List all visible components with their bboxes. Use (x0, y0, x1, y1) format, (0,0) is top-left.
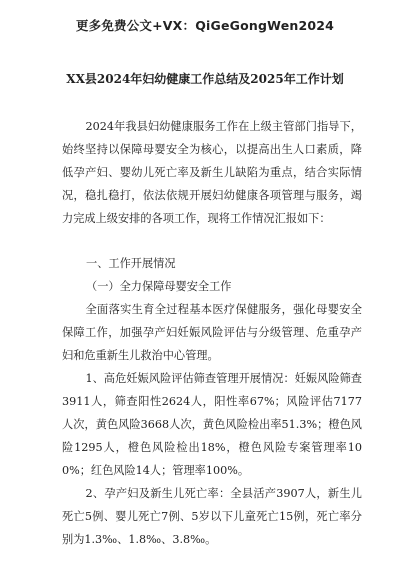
section-1-heading: 一、工作开展情况 (86, 257, 176, 270)
subsection-1-paragraph: 全面落实生育全过程基本医疗保健服务，强化母婴安全保障工作，加强孕产妇妊娠风险评估与分级管理、危重孕产妇和危重新生儿救治中心管理。 (62, 303, 362, 362)
intro-paragraph: 2024年我县妇幼健康服务工作在上级主管部门指导下，始终坚持以保障母婴安全为核心，以提高出生人口素质，降低孕产妇、婴幼儿死亡率及新生儿缺陷为重点，结合实际情况，稳扎稳打，依法依规开展妇幼健康各项管理与服务，竭力完成上级安排的各项工作，现将工作情况汇报如下： (62, 120, 362, 225)
promo-header: 更多免费公文+VX：QiGeGongWen2024 (75, 18, 335, 33)
item-1-paragraph: 1、高危妊娠风险评估筛查管理开展情况：妊娠风险筛查3911人，筛查阳性2624人，阳性率67%；风险评估7177人次，黄色风险3668人次，黄色风险检出率51.3%；橙色风险1295人，橙色风险检出18%，橙色风险专案管理率100%；红色风险14人；管理率100%。 (62, 372, 362, 477)
document-title: XX县2024年妇幼健康工作总结及2025年工作计划 (66, 72, 344, 86)
item-2-paragraph: 2、孕产妇及新生儿死亡率：全县活产3907人，新生儿死亡5例、婴儿死亡7例、5岁以下儿童死亡15例，死亡率分别为1.3‰、1.8‰、3.8‰。 (62, 487, 362, 546)
subsection-1-heading: （一）全力保障母婴安全工作 (86, 280, 232, 293)
